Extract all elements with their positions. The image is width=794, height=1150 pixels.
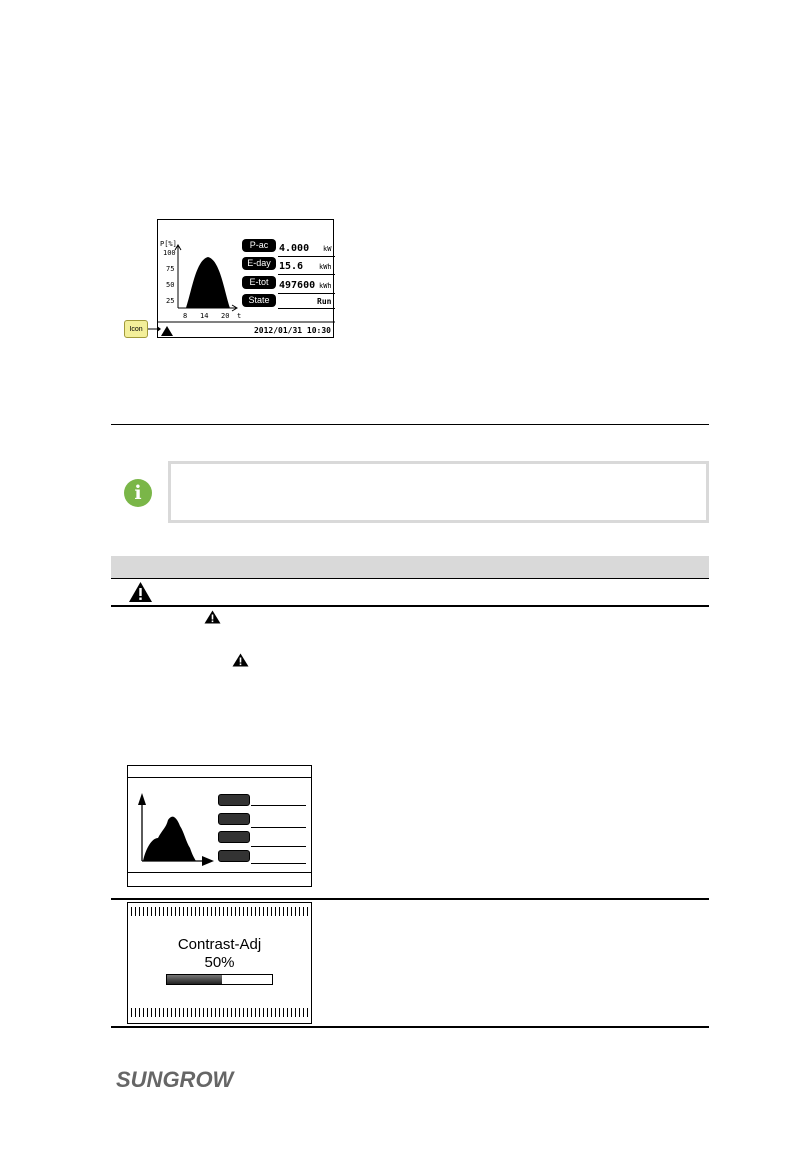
warning-icon — [161, 326, 173, 336]
y-tick: 50 — [166, 281, 175, 289]
pac-unit: kW — [323, 245, 332, 253]
table-rule — [111, 898, 709, 900]
table-header — [111, 556, 709, 578]
warning-icon — [128, 581, 153, 603]
pac-label: P-ac — [242, 239, 276, 252]
datetime-readout: 2012/01/31 10:30 — [253, 326, 331, 335]
y-tick: 100 — [163, 249, 176, 257]
table-rule — [111, 605, 709, 607]
tick-border-top — [131, 907, 308, 916]
etot-unit: kWh — [319, 282, 332, 290]
tick-border-bottom — [131, 1008, 308, 1017]
company-logo: SUNGROW — [116, 1067, 234, 1092]
table-rule — [111, 1026, 709, 1028]
warning-icon — [204, 610, 221, 624]
section-divider — [111, 424, 709, 425]
contrast-value: 50% — [204, 954, 235, 971]
contrast-bar-fill — [167, 975, 222, 984]
x-tick: 14 — [200, 312, 209, 320]
power-curve — [186, 257, 230, 308]
lcd-contrast-screen — [127, 902, 312, 1024]
power-curve — [143, 817, 196, 861]
contrast-title: Contrast-Adj — [177, 936, 262, 953]
lcd-default-screen — [127, 765, 312, 887]
eday-value: 15.6 — [279, 261, 304, 272]
state-value: Run — [317, 297, 332, 306]
x-tick: t — [237, 312, 242, 320]
callout-arrow — [148, 326, 162, 332]
pac-value: 4.000 — [279, 243, 310, 254]
contrast-bar — [166, 974, 273, 985]
eday-unit: kWh — [319, 263, 332, 271]
table-rule — [111, 578, 709, 579]
warning-icon — [232, 653, 249, 667]
note-box — [168, 461, 709, 523]
icon-callout: Icon — [124, 320, 148, 338]
x-tick: 20 — [221, 312, 230, 320]
x-tick: 8 — [183, 312, 188, 320]
lcd-main-screen — [157, 219, 334, 338]
etot-label: E-tot — [242, 276, 276, 289]
etot-value: 497600 — [279, 280, 316, 291]
eday-label: E-day — [242, 257, 276, 270]
y-tick: 75 — [166, 265, 175, 273]
info-icon: i — [124, 479, 152, 507]
state-label: State — [242, 294, 276, 307]
y-tick: 25 — [166, 297, 175, 305]
y-axis-label: P[%] — [160, 240, 177, 248]
